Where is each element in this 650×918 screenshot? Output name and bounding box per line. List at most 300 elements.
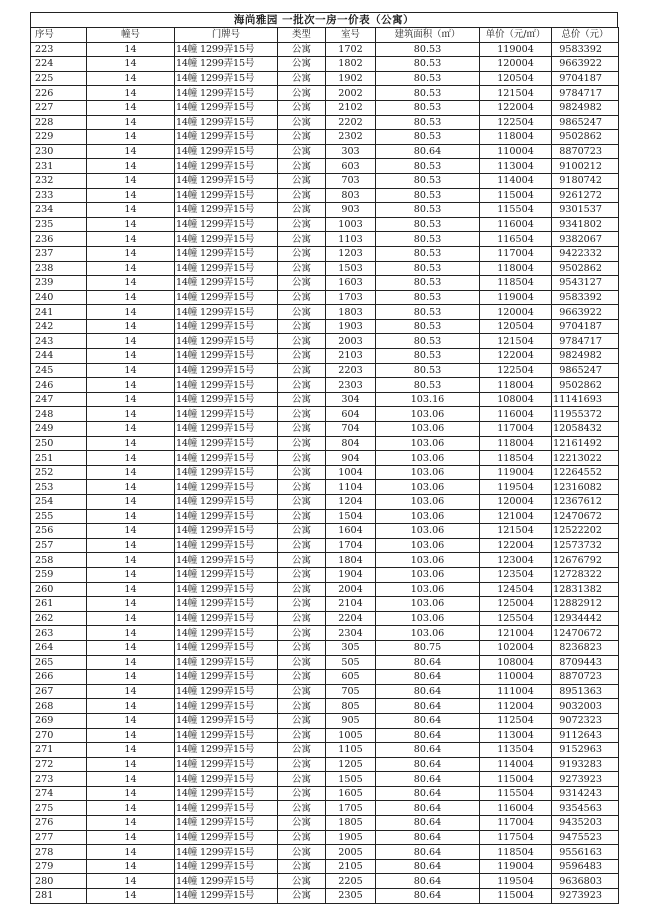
cell-area: 80.64 — [376, 144, 480, 159]
column-header-seq: 序号 — [31, 28, 87, 43]
cell-type: 公寓 — [278, 611, 326, 626]
cell-area: 80.53 — [376, 290, 480, 305]
cell-total-price: 12831382 — [552, 582, 619, 597]
cell-seq: 230 — [31, 144, 87, 159]
cell-building: 14 — [87, 378, 175, 393]
cell-address: 14幢 1299弄15号 — [175, 553, 278, 568]
cell-building: 14 — [87, 538, 175, 553]
cell-area: 80.64 — [376, 699, 480, 714]
cell-building: 14 — [87, 524, 175, 539]
cell-address: 14幢 1299弄15号 — [175, 611, 278, 626]
cell-room: 1204 — [326, 495, 376, 510]
cell-seq: 228 — [31, 115, 87, 130]
cell-type: 公寓 — [278, 480, 326, 495]
cell-unit-price: 115004 — [480, 889, 552, 904]
cell-unit-price: 123504 — [480, 567, 552, 582]
table-row — [31, 57, 619, 72]
table-row — [31, 217, 619, 232]
cell-total-price: 12573732 — [552, 538, 619, 553]
cell-building: 14 — [87, 422, 175, 437]
cell-seq: 236 — [31, 232, 87, 247]
cell-seq: 264 — [31, 640, 87, 655]
cell-unit-price: 121504 — [480, 524, 552, 539]
table-row — [31, 86, 619, 101]
cell-building: 14 — [87, 670, 175, 685]
cell-seq: 253 — [31, 480, 87, 495]
cell-unit-price: 121004 — [480, 509, 552, 524]
cell-seq: 254 — [31, 495, 87, 510]
cell-room: 1705 — [326, 801, 376, 816]
cell-building: 14 — [87, 567, 175, 582]
cell-type: 公寓 — [278, 772, 326, 787]
cell-building: 14 — [87, 743, 175, 758]
table-row — [31, 801, 619, 816]
cell-seq: 250 — [31, 436, 87, 451]
cell-type: 公寓 — [278, 144, 326, 159]
cell-unit-price: 117004 — [480, 422, 552, 437]
cell-total-price: 9502862 — [552, 378, 619, 393]
cell-total-price: 9261272 — [552, 188, 619, 203]
cell-address: 14幢 1299弄15号 — [175, 757, 278, 772]
cell-building: 14 — [87, 246, 175, 261]
cell-seq: 232 — [31, 173, 87, 188]
cell-total-price: 9596483 — [552, 859, 619, 874]
table-header-row — [31, 28, 619, 43]
cell-type: 公寓 — [278, 582, 326, 597]
cell-room: 1703 — [326, 290, 376, 305]
cell-address: 14幢 1299弄15号 — [175, 349, 278, 364]
cell-total-price: 12882912 — [552, 597, 619, 612]
cell-total-price: 9543127 — [552, 276, 619, 291]
cell-total-price: 9193283 — [552, 757, 619, 772]
cell-unit-price: 122504 — [480, 363, 552, 378]
cell-area: 80.53 — [376, 305, 480, 320]
cell-building: 14 — [87, 71, 175, 86]
cell-area: 80.53 — [376, 319, 480, 334]
cell-room: 1905 — [326, 830, 376, 845]
cell-type: 公寓 — [278, 640, 326, 655]
cell-seq: 229 — [31, 130, 87, 145]
cell-total-price: 8951363 — [552, 684, 619, 699]
cell-seq: 258 — [31, 553, 87, 568]
cell-area: 80.64 — [376, 655, 480, 670]
cell-building: 14 — [87, 173, 175, 188]
table-row — [31, 684, 619, 699]
cell-room: 1902 — [326, 71, 376, 86]
cell-type: 公寓 — [278, 319, 326, 334]
table-row — [31, 699, 619, 714]
cell-building: 14 — [87, 582, 175, 597]
column-header-room: 室号 — [326, 28, 376, 43]
cell-building: 14 — [87, 699, 175, 714]
cell-total-price: 9865247 — [552, 115, 619, 130]
cell-address: 14幢 1299弄15号 — [175, 261, 278, 276]
cell-area: 103.06 — [376, 611, 480, 626]
cell-unit-price: 117004 — [480, 246, 552, 261]
cell-unit-price: 113504 — [480, 743, 552, 758]
cell-unit-price: 113004 — [480, 159, 552, 174]
cell-building: 14 — [87, 319, 175, 334]
cell-seq: 247 — [31, 392, 87, 407]
cell-area: 103.06 — [376, 553, 480, 568]
cell-unit-price: 121004 — [480, 626, 552, 641]
cell-seq: 241 — [31, 305, 87, 320]
cell-address: 14幢 1299弄15号 — [175, 173, 278, 188]
cell-room: 2204 — [326, 611, 376, 626]
cell-total-price: 12522202 — [552, 524, 619, 539]
cell-type: 公寓 — [278, 246, 326, 261]
cell-unit-price: 117504 — [480, 830, 552, 845]
cell-room: 1803 — [326, 305, 376, 320]
cell-address: 14幢 1299弄15号 — [175, 670, 278, 685]
cell-room: 1205 — [326, 757, 376, 772]
cell-building: 14 — [87, 276, 175, 291]
table-row — [31, 743, 619, 758]
table-row — [31, 407, 619, 422]
cell-address: 14幢 1299弄15号 — [175, 699, 278, 714]
cell-address: 14幢 1299弄15号 — [175, 567, 278, 582]
cell-seq: 238 — [31, 261, 87, 276]
cell-area: 80.53 — [376, 86, 480, 101]
cell-address: 14幢 1299弄15号 — [175, 874, 278, 889]
cell-address: 14幢 1299弄15号 — [175, 334, 278, 349]
cell-area: 103.06 — [376, 582, 480, 597]
cell-seq: 267 — [31, 684, 87, 699]
cell-address: 14幢 1299弄15号 — [175, 203, 278, 218]
cell-type: 公寓 — [278, 305, 326, 320]
table-row — [31, 845, 619, 860]
cell-type: 公寓 — [278, 874, 326, 889]
cell-building: 14 — [87, 816, 175, 831]
cell-total-price: 9663922 — [552, 57, 619, 72]
cell-total-price: 9152963 — [552, 743, 619, 758]
cell-address: 14幢 1299弄15号 — [175, 655, 278, 670]
cell-seq: 263 — [31, 626, 87, 641]
cell-room: 1603 — [326, 276, 376, 291]
cell-type: 公寓 — [278, 816, 326, 831]
cell-unit-price: 122504 — [480, 115, 552, 130]
cell-total-price: 9422332 — [552, 246, 619, 261]
table-row — [31, 597, 619, 612]
cell-building: 14 — [87, 830, 175, 845]
cell-address: 14幢 1299弄15号 — [175, 640, 278, 655]
cell-seq: 260 — [31, 582, 87, 597]
cell-type: 公寓 — [278, 597, 326, 612]
cell-type: 公寓 — [278, 757, 326, 772]
price-list-sheet — [30, 12, 618, 904]
table-row — [31, 363, 619, 378]
cell-type: 公寓 — [278, 232, 326, 247]
cell-address: 14幢 1299弄15号 — [175, 276, 278, 291]
cell-seq: 281 — [31, 889, 87, 904]
cell-room: 704 — [326, 422, 376, 437]
cell-building: 14 — [87, 684, 175, 699]
cell-seq: 273 — [31, 772, 87, 787]
cell-building: 14 — [87, 349, 175, 364]
cell-type: 公寓 — [278, 786, 326, 801]
cell-address: 14幢 1299弄15号 — [175, 889, 278, 904]
table-row — [31, 538, 619, 553]
cell-total-price: 9314243 — [552, 786, 619, 801]
cell-type: 公寓 — [278, 538, 326, 553]
cell-type: 公寓 — [278, 159, 326, 174]
cell-room: 2203 — [326, 363, 376, 378]
cell-area: 80.64 — [376, 889, 480, 904]
cell-type: 公寓 — [278, 173, 326, 188]
cell-type: 公寓 — [278, 626, 326, 641]
cell-room: 2003 — [326, 334, 376, 349]
table-row — [31, 246, 619, 261]
cell-total-price: 11955372 — [552, 407, 619, 422]
cell-type: 公寓 — [278, 130, 326, 145]
cell-total-price: 9112643 — [552, 728, 619, 743]
cell-address: 14幢 1299弄15号 — [175, 436, 278, 451]
cell-address: 14幢 1299弄15号 — [175, 786, 278, 801]
cell-room: 2105 — [326, 859, 376, 874]
cell-area: 103.06 — [376, 597, 480, 612]
cell-address: 14幢 1299弄15号 — [175, 115, 278, 130]
cell-unit-price: 118504 — [480, 845, 552, 860]
cell-building: 14 — [87, 757, 175, 772]
cell-room: 1805 — [326, 816, 376, 831]
cell-total-price: 9556163 — [552, 845, 619, 860]
cell-unit-price: 114004 — [480, 757, 552, 772]
column-header-address: 门牌号 — [175, 28, 278, 43]
cell-area: 80.53 — [376, 276, 480, 291]
cell-unit-price: 119004 — [480, 42, 552, 57]
cell-building: 14 — [87, 845, 175, 860]
cell-seq: 237 — [31, 246, 87, 261]
cell-room: 903 — [326, 203, 376, 218]
cell-building: 14 — [87, 334, 175, 349]
cell-area: 103.06 — [376, 524, 480, 539]
table-row — [31, 859, 619, 874]
cell-room: 1605 — [326, 786, 376, 801]
cell-type: 公寓 — [278, 188, 326, 203]
cell-room: 1203 — [326, 246, 376, 261]
cell-seq: 227 — [31, 100, 87, 115]
cell-area: 80.53 — [376, 232, 480, 247]
cell-type: 公寓 — [278, 334, 326, 349]
cell-building: 14 — [87, 57, 175, 72]
cell-unit-price: 118504 — [480, 276, 552, 291]
cell-unit-price: 108004 — [480, 655, 552, 670]
cell-unit-price: 112004 — [480, 699, 552, 714]
cell-building: 14 — [87, 713, 175, 728]
cell-unit-price: 102004 — [480, 640, 552, 655]
cell-seq: 269 — [31, 713, 87, 728]
column-header-type: 类型 — [278, 28, 326, 43]
cell-seq: 226 — [31, 86, 87, 101]
cell-seq: 242 — [31, 319, 87, 334]
cell-address: 14幢 1299弄15号 — [175, 859, 278, 874]
cell-seq: 244 — [31, 349, 87, 364]
cell-address: 14幢 1299弄15号 — [175, 538, 278, 553]
cell-seq: 262 — [31, 611, 87, 626]
cell-room: 1005 — [326, 728, 376, 743]
cell-unit-price: 118004 — [480, 130, 552, 145]
cell-address: 14幢 1299弄15号 — [175, 407, 278, 422]
cell-room: 505 — [326, 655, 376, 670]
cell-type: 公寓 — [278, 889, 326, 904]
cell-address: 14幢 1299弄15号 — [175, 217, 278, 232]
cell-address: 14幢 1299弄15号 — [175, 801, 278, 816]
cell-building: 14 — [87, 611, 175, 626]
cell-type: 公寓 — [278, 655, 326, 670]
cell-address: 14幢 1299弄15号 — [175, 743, 278, 758]
cell-area: 80.53 — [376, 261, 480, 276]
cell-type: 公寓 — [278, 713, 326, 728]
cell-seq: 245 — [31, 363, 87, 378]
table-row — [31, 757, 619, 772]
cell-seq: 252 — [31, 465, 87, 480]
cell-seq: 261 — [31, 597, 87, 612]
cell-type: 公寓 — [278, 728, 326, 743]
table-row — [31, 582, 619, 597]
cell-unit-price: 118004 — [480, 261, 552, 276]
cell-room: 2005 — [326, 845, 376, 860]
cell-building: 14 — [87, 130, 175, 145]
cell-unit-price: 119504 — [480, 480, 552, 495]
cell-seq: 279 — [31, 859, 87, 874]
cell-room: 2304 — [326, 626, 376, 641]
cell-address: 14幢 1299弄15号 — [175, 232, 278, 247]
cell-area: 80.53 — [376, 246, 480, 261]
cell-total-price: 11141693 — [552, 392, 619, 407]
cell-type: 公寓 — [278, 363, 326, 378]
cell-building: 14 — [87, 640, 175, 655]
cell-building: 14 — [87, 42, 175, 57]
table-row — [31, 71, 619, 86]
cell-address: 14幢 1299弄15号 — [175, 130, 278, 145]
table-row — [31, 188, 619, 203]
cell-total-price: 12058432 — [552, 422, 619, 437]
cell-building: 14 — [87, 305, 175, 320]
cell-area: 80.64 — [376, 772, 480, 787]
cell-building: 14 — [87, 859, 175, 874]
cell-unit-price: 113004 — [480, 728, 552, 743]
cell-total-price: 8870723 — [552, 670, 619, 685]
cell-building: 14 — [87, 100, 175, 115]
table-row — [31, 567, 619, 582]
cell-building: 14 — [87, 465, 175, 480]
cell-room: 705 — [326, 684, 376, 699]
cell-room: 2205 — [326, 874, 376, 889]
cell-type: 公寓 — [278, 71, 326, 86]
cell-unit-price: 122004 — [480, 349, 552, 364]
cell-unit-price: 119504 — [480, 874, 552, 889]
column-header-area: 建筑面积（㎡） — [376, 28, 480, 43]
cell-building: 14 — [87, 232, 175, 247]
table-row — [31, 670, 619, 685]
cell-building: 14 — [87, 509, 175, 524]
cell-type: 公寓 — [278, 524, 326, 539]
cell-unit-price: 117004 — [480, 816, 552, 831]
cell-room: 603 — [326, 159, 376, 174]
cell-seq: 280 — [31, 874, 87, 889]
cell-room: 904 — [326, 451, 376, 466]
cell-total-price: 9100212 — [552, 159, 619, 174]
cell-total-price: 9273923 — [552, 889, 619, 904]
cell-room: 1103 — [326, 232, 376, 247]
cell-seq: 256 — [31, 524, 87, 539]
cell-area: 103.06 — [376, 465, 480, 480]
cell-building: 14 — [87, 392, 175, 407]
cell-room: 1504 — [326, 509, 376, 524]
cell-type: 公寓 — [278, 203, 326, 218]
table-row — [31, 655, 619, 670]
cell-seq: 251 — [31, 451, 87, 466]
cell-address: 14幢 1299弄15号 — [175, 830, 278, 845]
cell-room: 1505 — [326, 772, 376, 787]
cell-seq: 277 — [31, 830, 87, 845]
cell-seq: 266 — [31, 670, 87, 685]
cell-total-price: 12264552 — [552, 465, 619, 480]
cell-area: 103.06 — [376, 422, 480, 437]
cell-address: 14幢 1299弄15号 — [175, 319, 278, 334]
cell-total-price: 9663922 — [552, 305, 619, 320]
cell-type: 公寓 — [278, 349, 326, 364]
cell-unit-price: 115004 — [480, 188, 552, 203]
cell-seq: 224 — [31, 57, 87, 72]
cell-total-price: 9341802 — [552, 217, 619, 232]
cell-building: 14 — [87, 597, 175, 612]
cell-address: 14幢 1299弄15号 — [175, 42, 278, 57]
table-body — [31, 42, 619, 903]
cell-area: 103.16 — [376, 392, 480, 407]
cell-area: 80.53 — [376, 159, 480, 174]
cell-room: 2104 — [326, 597, 376, 612]
table-row — [31, 553, 619, 568]
cell-address: 14幢 1299弄15号 — [175, 713, 278, 728]
cell-total-price: 12316082 — [552, 480, 619, 495]
cell-room: 1105 — [326, 743, 376, 758]
cell-address: 14幢 1299弄15号 — [175, 144, 278, 159]
cell-unit-price: 122004 — [480, 538, 552, 553]
cell-building: 14 — [87, 495, 175, 510]
cell-area: 80.53 — [376, 363, 480, 378]
cell-room: 2302 — [326, 130, 376, 145]
cell-type: 公寓 — [278, 86, 326, 101]
cell-building: 14 — [87, 115, 175, 130]
table-row — [31, 728, 619, 743]
cell-area: 80.64 — [376, 713, 480, 728]
cell-address: 14幢 1299弄15号 — [175, 57, 278, 72]
cell-building: 14 — [87, 801, 175, 816]
cell-room: 1704 — [326, 538, 376, 553]
cell-seq: 270 — [31, 728, 87, 743]
table-row — [31, 276, 619, 291]
cell-building: 14 — [87, 203, 175, 218]
table-row — [31, 480, 619, 495]
cell-room: 2002 — [326, 86, 376, 101]
cell-type: 公寓 — [278, 859, 326, 874]
cell-type: 公寓 — [278, 261, 326, 276]
cell-area: 103.06 — [376, 509, 480, 524]
cell-total-price: 9824982 — [552, 100, 619, 115]
cell-address: 14幢 1299弄15号 — [175, 495, 278, 510]
cell-type: 公寓 — [278, 276, 326, 291]
cell-address: 14幢 1299弄15号 — [175, 159, 278, 174]
cell-total-price: 9704187 — [552, 71, 619, 86]
cell-total-price: 9583392 — [552, 290, 619, 305]
cell-building: 14 — [87, 655, 175, 670]
cell-seq: 271 — [31, 743, 87, 758]
cell-type: 公寓 — [278, 830, 326, 845]
cell-area: 80.75 — [376, 640, 480, 655]
cell-address: 14幢 1299弄15号 — [175, 305, 278, 320]
cell-unit-price: 116004 — [480, 801, 552, 816]
